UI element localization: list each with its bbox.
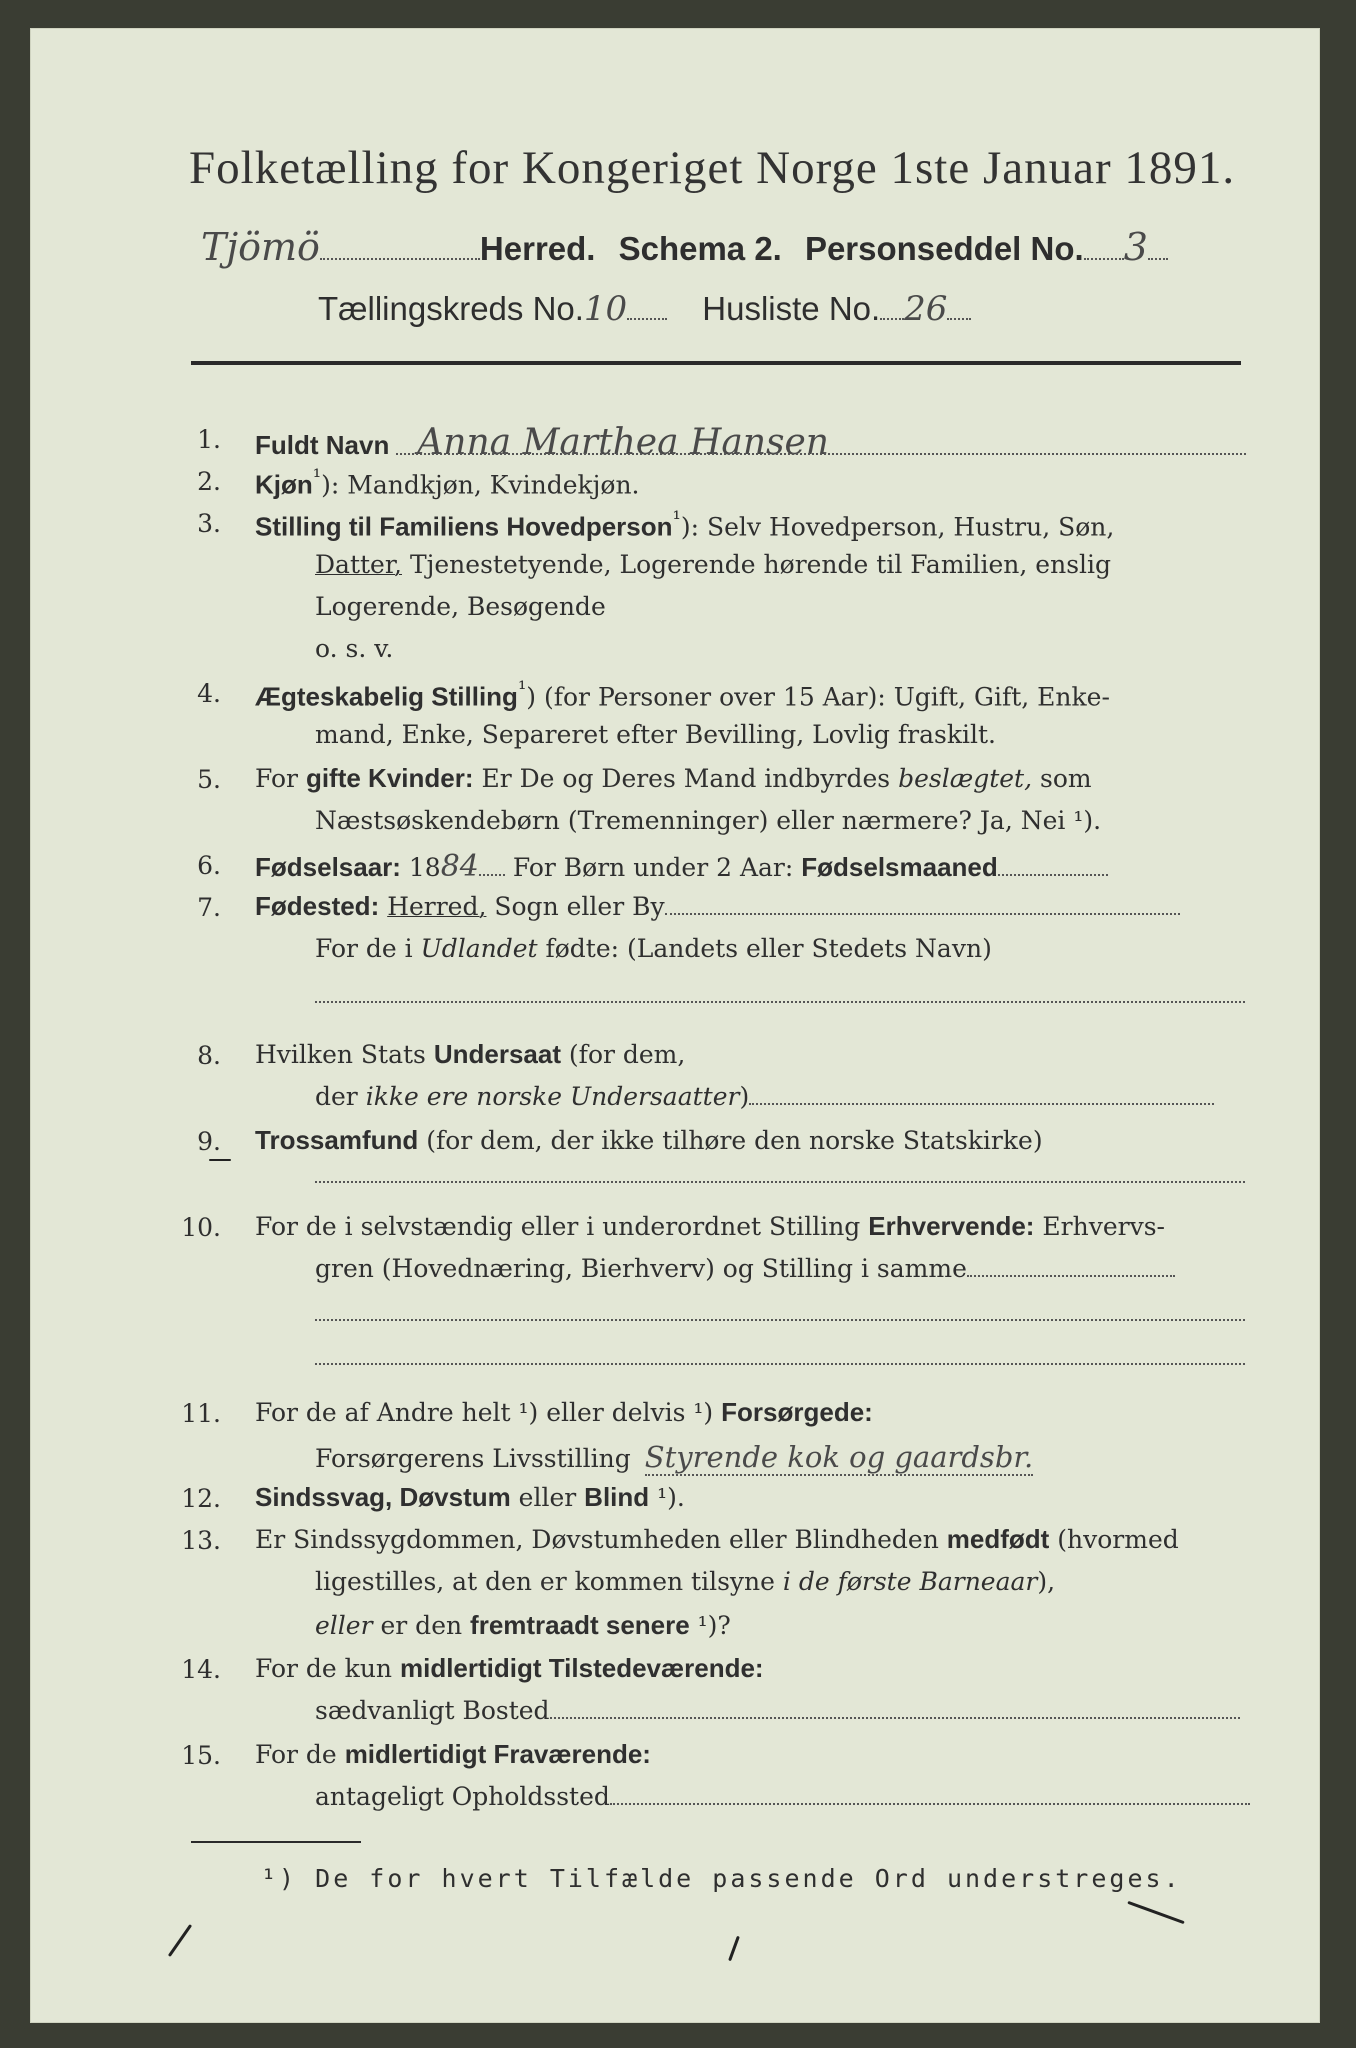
q9-number: 9.: [197, 1127, 221, 1156]
q3-datter: Datter,: [315, 550, 402, 579]
q14-line-2: sædvanligt Bosted: [315, 1696, 1240, 1725]
q12-line: Sindssvag, Døvstum eller Blind ¹).: [255, 1482, 685, 1512]
q13-label-2: fremtraadt senere: [470, 1610, 690, 1640]
q2-text: ): Mandkjøn, Kvindekjøn.: [321, 470, 640, 500]
q3-line-4: o. s. v.: [315, 634, 394, 663]
q2-line: [255, 465, 640, 500]
q14-line-1: For de kun midlertidigt Tilstedeværende:: [255, 1653, 764, 1683]
personseddel-value: 3: [1123, 225, 1148, 269]
q1-number: 1.: [197, 425, 221, 454]
q11-label: Forsørgede:: [721, 1397, 873, 1427]
herred-value: Tjömö: [201, 225, 320, 269]
q10-answer-dotline-2: [315, 1363, 1245, 1365]
q3-line-2: [315, 550, 1111, 579]
q5-number: 5.: [197, 765, 221, 794]
pen-mark-right: [1127, 1901, 1184, 1924]
form-title: Folketælling for Kongeriget Norge 1ste Januar 1891.: [189, 142, 1236, 194]
pen-mark-margin: [209, 1159, 231, 1161]
q10-answer-dotline-1: [315, 1319, 1245, 1321]
q7-number: 7.: [197, 893, 221, 922]
pen-mark-left: [168, 1924, 192, 1957]
q8-label: Undersaat: [433, 1039, 561, 1069]
q3-number: 3.: [197, 509, 221, 538]
q13-line-3: eller er den fremtraadt senere ¹)?: [315, 1610, 731, 1640]
census-form-sheet: [30, 28, 1320, 2023]
q7-label: Fødested:: [255, 891, 380, 921]
q13-number: 13.: [181, 1526, 221, 1555]
q13-line-2: ligestilles, at den er kommen tilsyne i de første Barneaar),: [315, 1567, 1056, 1596]
q6-line: Fødselsaar: 1884 For Børn under 2 Aar: Fødselsmaaned: [255, 849, 1108, 884]
footnote-separator: [191, 1841, 361, 1843]
q4-line-1: Ægteskabelig Stilling$^{^1}$) (for Personer over 15 Aar): Ugift, Gift, Enke-: [255, 677, 1110, 712]
q11-line-1: For de af Andre helt ¹) eller delvis ¹) Forsørgede:: [255, 1397, 873, 1427]
q10-line-2: gren (Hovednæring, Bierhverv) og Stilling i samme: [315, 1254, 1175, 1283]
q4-number: 4.: [197, 679, 221, 708]
herred-label: Herred.: [479, 230, 596, 267]
q3-line-3: Logerende, Besøgende: [315, 592, 606, 621]
q6-number: 6.: [197, 851, 221, 880]
q5-line-1: For gifte Kvinder: Er De og Deres Mand indbyrdes beslægtet, som: [255, 763, 1092, 793]
q8-line-1: Hvilken Stats Undersaat (for dem,: [255, 1039, 686, 1069]
q6-label: Fødselsaar:: [255, 852, 401, 882]
q3-line-1: Stilling til Familiens Hovedperson$^{^1}$): Selv Hovedperson, Hustru, Søn,: [255, 507, 1115, 542]
q8-number: 8.: [197, 1041, 221, 1070]
q15-number: 15.: [181, 1741, 221, 1770]
q10-label: Erhvervende:: [868, 1211, 1035, 1241]
q12-label-2: Blind: [584, 1482, 650, 1512]
q7-herred: Herred,: [387, 892, 487, 921]
q6-label-2: Fødselsmaaned: [801, 852, 998, 882]
q11-line-2: Forsørgerens Livsstilling Styrende kok og gaardsbr.: [315, 1440, 1034, 1474]
q4-line-2: mand, Enke, Separeret efter Bevilling, Lovlig fraskilt.: [315, 720, 996, 749]
q7-line-2: For de i Udlandet fødte: (Landets eller Stedets Navn): [315, 934, 992, 963]
pen-mark-center: [728, 1936, 740, 1961]
q15-line-2: antageligt Opholdssted: [315, 1782, 1250, 1811]
q7-answer-dotline: [315, 1001, 1245, 1003]
header-rule: [191, 361, 1241, 365]
husliste-label: Husliste No.: [702, 290, 881, 327]
q4-text-1: ) (for Personer over 15 Aar): Ugift, Gift, Enke-: [526, 682, 1110, 712]
q7-line-1: Fødested: Herred, Sogn eller By: [255, 891, 1180, 922]
q2-footnote-mark: ¹: [312, 465, 322, 489]
q15-label: midlertidigt Fraværende:: [344, 1739, 651, 1769]
q1-dotline: [396, 453, 1246, 455]
q8-line-2: der ikke ere norske Undersaatter): [315, 1082, 1214, 1111]
q13-label: medfødt: [946, 1524, 1050, 1554]
husliste-value: 26: [904, 289, 948, 329]
q12-label: Sindssvag, Døvstum: [255, 1482, 511, 1512]
q5-label: gifte Kvinder:: [305, 763, 474, 793]
q11-number: 11.: [181, 1399, 221, 1428]
q14-label: midlertidigt Tilstedeværende:: [399, 1653, 764, 1683]
q3-label: Stilling til Familiens Hovedperson: [255, 511, 673, 542]
q10-number: 10.: [181, 1213, 221, 1242]
q6-year-value: 84: [440, 849, 479, 884]
q12-number: 12.: [181, 1484, 221, 1513]
q1-line: [255, 422, 829, 463]
q2-number: 2.: [197, 467, 221, 496]
q11-value: Styrende kok og gaardsbr.: [644, 1440, 1034, 1474]
q9-line: Trossamfund (for dem, der ikke tilhøre den norske Statskirke): [255, 1125, 1043, 1155]
herred-row: [201, 225, 1168, 269]
kreds-row: [318, 289, 971, 329]
schema-label: Schema 2.: [618, 230, 782, 267]
kreds-label: Tællingskreds No.: [318, 290, 584, 327]
q2-label: Kjøn: [255, 469, 313, 500]
q3-text-1: ): Selv Hovedperson, Hustru, Søn,: [680, 512, 1115, 542]
q4-label: Ægteskabelig Stilling: [255, 681, 518, 712]
q14-number: 14.: [181, 1655, 221, 1684]
q9-answer-dotline: [315, 1181, 1245, 1183]
footnote: ¹) De for hvert Tilfælde passende Ord understreges.: [261, 1864, 1182, 1893]
herred-dots: [320, 232, 480, 260]
q9-label: Trossamfund: [255, 1125, 419, 1155]
q15-line-1: For de midlertidigt Fraværende:: [255, 1739, 651, 1769]
q1-value: Anna Marthea Hansen: [417, 422, 829, 463]
q10-line-1: For de i selvstændig eller i underordnet Stilling Erhvervende: Erhvervs-: [255, 1211, 1165, 1241]
q1-label: Fuldt Navn: [255, 430, 390, 460]
q5-line-2: Næstsøskendebørn (Tremenninger) eller nærmere? Ja, Nei ¹).: [315, 806, 1102, 835]
q3-text-2: Tjenestetyende, Logerende hørende til Familien, enslig: [402, 550, 1112, 579]
personseddel-label: Personseddel No.: [804, 230, 1084, 267]
q13-line-1: Er Sindssygdommen, Døvstumheden eller Blindheden medfødt (hvormed: [255, 1524, 1179, 1554]
kreds-value: 10: [583, 289, 628, 329]
